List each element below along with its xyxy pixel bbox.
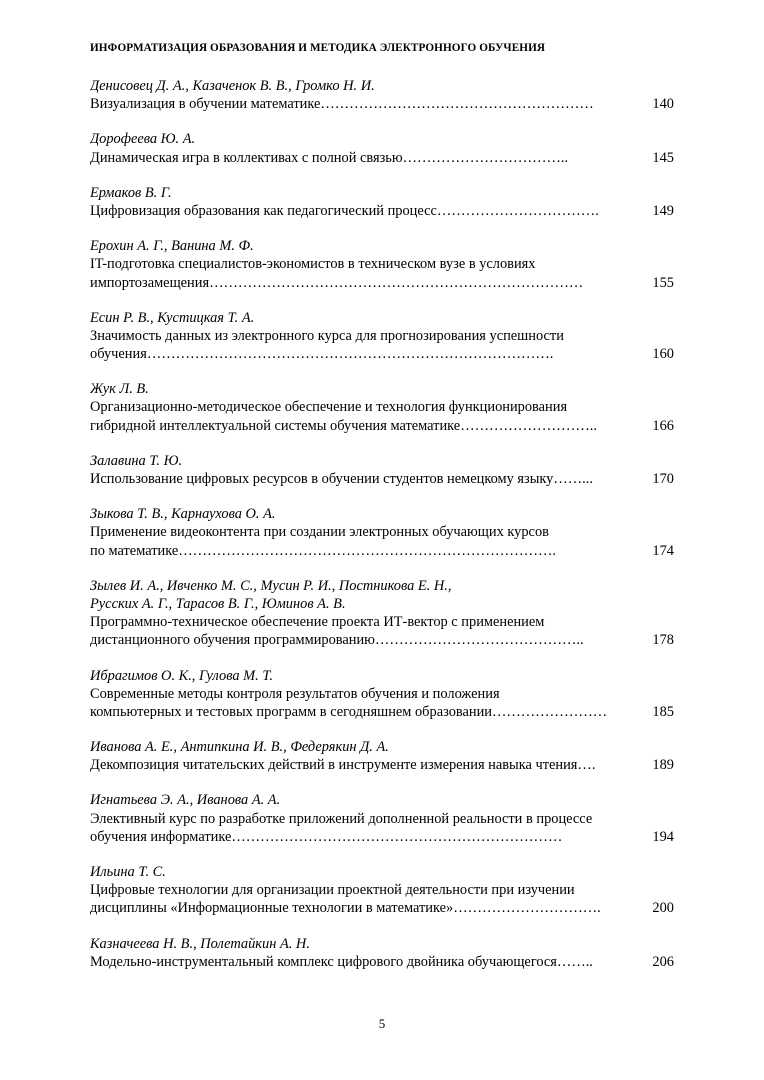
entry-authors: Ильина Т. С. [90,864,166,880]
dot-leader: …………………………. [453,900,601,917]
dot-leader: …………………………………….. [374,632,584,649]
entry-authors: Казначеева Н. В., Полетайкин А. Н. [90,935,310,952]
entry-title-text: импортозамещения [90,274,210,291]
dot-leader: …………………………….. [402,149,569,166]
toc-entry [90,863,674,918]
entry-page-number: 170 [652,471,674,487]
entry-title-last-line [90,542,674,560]
entry-title-last-line [90,149,674,167]
entry-title-line: Элективный курс по разработке приложений дополненной реальности в процессе [90,810,593,827]
entry-authors: Игнатьева Э. А., Иванова А. А. [90,792,281,809]
entry-page-number: 206 [652,953,674,970]
toc-entry [90,738,674,774]
entry-title-text: Визуализация в обучении математике [90,96,321,113]
entry-title-text: компьютерных и тестовых программ в сегодняшнем образовании [90,703,492,720]
entry-page-number: 155 [652,274,674,291]
entry-page-number: 149 [652,202,674,219]
dot-leader: …………………………………………………………………………. [146,346,554,363]
entry-title-text: дисциплины «Информационные технологии в математике» [90,900,454,917]
entry-title-last-line [90,202,674,220]
entry-authors: Ерохин А. Г., Ванина М. Ф. [90,238,254,255]
toc-entry [90,237,674,292]
entry-title-last-line [90,756,674,774]
entry-authors: Зыкова Т. В., Карнаухова О. А. [90,506,276,523]
entry-title-last-line [90,345,674,363]
toc-entry [90,130,674,166]
entry-title-line: Организационно-методическое обеспечение и технология функционирования [90,399,568,416]
toc-entry [90,309,674,364]
entry-title-text: по математике [90,542,179,559]
entry-title-text: Цифровизация образования как педагогический процесс [90,202,437,219]
entry-title-line: IT-подготовка специалистов-экономистов в техническом вузе в условиях [90,256,536,273]
toc-entry [90,505,674,560]
entry-title-text: Декомпозиция читательских действий в инструменте измерения навыка чтения [90,757,578,774]
toc-entry [90,77,674,113]
entry-title-last-line [90,953,674,971]
entry-authors: Есин Р. В., Кустицкая Т. А. [90,309,255,326]
toc-entry [90,577,674,650]
entry-authors: Ибрагимов О. К., Гулова М. Т. [90,667,274,684]
toc-entry [90,380,674,435]
entry-authors: Жук Л. В. [90,381,149,398]
toc-entry [90,791,674,846]
toc-entry [90,935,674,971]
entry-page-number: 200 [652,900,674,917]
entry-page-number: 189 [652,757,674,774]
entry-title-last-line [90,631,674,649]
entry-page-number: 166 [652,417,674,434]
entry-authors: Залавина Т. Ю. [90,452,183,469]
dot-leader: ……... [553,471,593,487]
entry-title-line: Значимость данных из электронного курса для прогнозирования успешности [90,327,564,344]
entry-title-last-line [90,417,674,435]
dot-leader: …………………… [491,703,608,720]
entry-title-last-line [90,899,674,917]
entry-title-text: обучения [90,346,147,363]
entry-title-last-line [90,470,674,488]
dot-leader: …………………………………………………………………… [209,274,584,291]
entry-authors: Денисовец Д. А., Казаченок В. В., Громко Н. И. [90,78,375,94]
dot-leader: …….. [556,953,593,970]
entry-title-line: Программно-техническое обеспечение проекта ИТ-вектор с применением [90,614,545,631]
entry-page-number: 160 [652,346,674,363]
entry-title-text: Использование цифровых ресурсов в обучении студентов немецкому языку [90,471,554,487]
entry-title-line: Современные методы контроля результатов обучения и положения [90,685,500,702]
entry-page-number: 174 [652,542,674,559]
entry-authors: Дорофеева Ю. А. [90,131,196,148]
entry-title-text: обучения информатике [90,828,232,845]
entry-title-text: гибридной интеллектуальной системы обучения математике [90,417,461,434]
entry-page-number: 140 [652,96,674,113]
entry-title-last-line [90,828,674,846]
entry-authors: Ермаков В. Г. [90,184,172,201]
toc-entry [90,184,674,220]
entry-page-number: 178 [652,632,674,649]
entry-title-text: Модельно-инструментальный комплекс цифрового двойника обучающегося [90,953,557,970]
dot-leader: ………………………………………………… [320,96,594,113]
table-of-contents [90,77,674,988]
entry-page-number: 145 [652,149,674,166]
toc-entry [90,452,674,488]
entry-title-last-line [90,274,674,292]
dot-leader: ……………………….. [460,417,597,434]
entry-title-last-line [90,95,674,113]
page-number: 5 [378,1016,386,1031]
entry-authors: Зылев И. А., Ивченко М. С., Мусин Р. И., Постникова Е. Н., [90,577,452,594]
entry-page-number: 194 [652,828,674,845]
dot-leader: …………………………………………………………… [231,828,563,845]
dot-leader: ……………………………………………………………………. [178,542,556,559]
entry-authors: Русских А. Г., Тарасов В. Г., Юминов А. В. [90,595,346,612]
entry-title-last-line [90,703,674,721]
dot-leader: …. [577,757,596,774]
entry-page-number: 185 [652,703,674,720]
entry-authors: Иванова А. Е., Антипкина И. В., Федерякин Д. А. [90,739,389,756]
entry-title-line: Применение видеоконтента при создании электронных обучающих курсов [90,524,549,541]
toc-entry [90,667,674,722]
entry-title-text: дистанционного обучения программированию [90,632,375,649]
dot-leader: ……………………………. [436,202,599,219]
entry-title-text: Динамическая игра в коллективах с полной связью [90,149,403,166]
entry-title-line: Цифровые технологии для организации проектной деятельности при изучении [90,882,575,899]
running-header: ИНФОРМАТИЗАЦИЯ ОБРАЗОВАНИЯ И МЕТОДИКА ЭЛЕКТРОННОГО ОБУЧЕНИЯ [90,42,546,54]
